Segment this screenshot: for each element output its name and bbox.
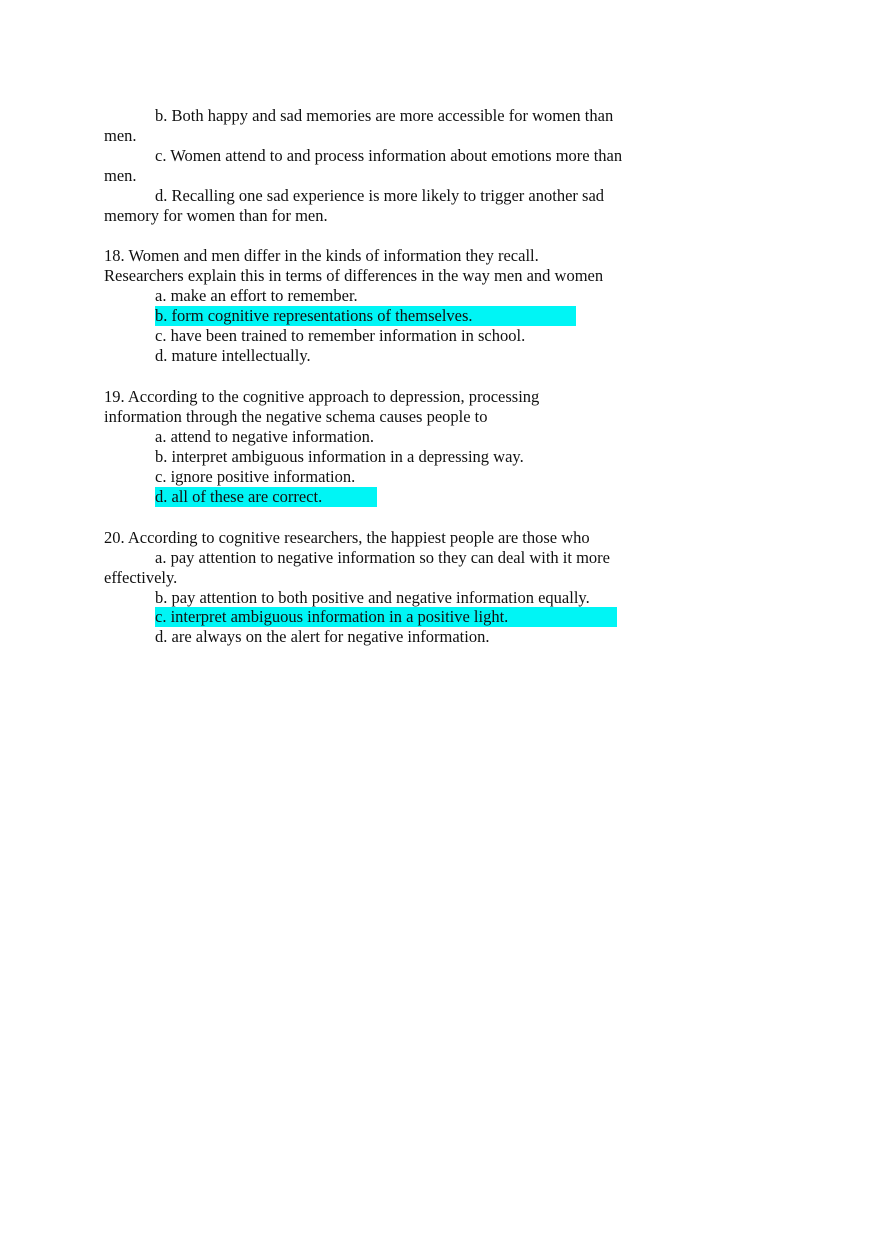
q20-option-a-line2: effectively. <box>104 568 178 587</box>
option-b-line1: b. Both happy and sad memories are more accessible for women than <box>155 106 614 125</box>
q19-option-c: c. ignore positive information. <box>155 467 356 486</box>
q18-stem-line1: 18. Women and men differ in the kinds of information they recall. <box>104 246 539 265</box>
option-c-line2: men. <box>104 166 137 185</box>
q20-option-a-line1: a. pay attention to negative information so they can deal with it more <box>155 548 610 567</box>
option-c-line1: c. Women attend to and process information about emotions more than <box>155 146 623 165</box>
q19-stem-line1: 19. According to the cognitive approach to depression, processing <box>104 387 540 406</box>
q18-option-d: d. mature intellectually. <box>155 346 311 365</box>
q19-option-a: a. attend to negative information. <box>155 427 375 446</box>
q19-answer-highlight: d. all of these are correct. <box>155 487 377 507</box>
q19-option-d-highlighted <box>155 487 377 507</box>
q18-option-a: a. make an effort to remember. <box>155 286 358 305</box>
q18-option-c: c. have been trained to remember information in school. <box>155 326 526 345</box>
q18-stem-line2: Researchers explain this in terms of differences in the way men and women <box>104 266 604 285</box>
q20-option-d: d. are always on the alert for negative information. <box>155 627 490 646</box>
option-b-line2: men. <box>104 126 137 145</box>
q20-answer-highlight: c. interpret ambiguous information in a positive light. <box>155 607 617 627</box>
option-d-line2: memory for women than for men. <box>104 206 328 225</box>
option-d-line1: d. Recalling one sad experience is more likely to trigger another sad <box>155 186 605 205</box>
q20-stem-line1: 20. According to cognitive researchers, the happiest people are those who <box>104 528 590 547</box>
q18-answer-highlight: b. form cognitive representations of themselves. <box>155 306 576 326</box>
q18-option-b-highlighted <box>155 306 576 326</box>
q19-stem-line2: information through the negative schema causes people to <box>104 407 488 426</box>
q20-option-c-highlighted <box>155 607 617 627</box>
q20-option-b: b. pay attention to both positive and negative information equally. <box>155 588 590 607</box>
q19-option-b: b. interpret ambiguous information in a depressing way. <box>155 447 524 466</box>
